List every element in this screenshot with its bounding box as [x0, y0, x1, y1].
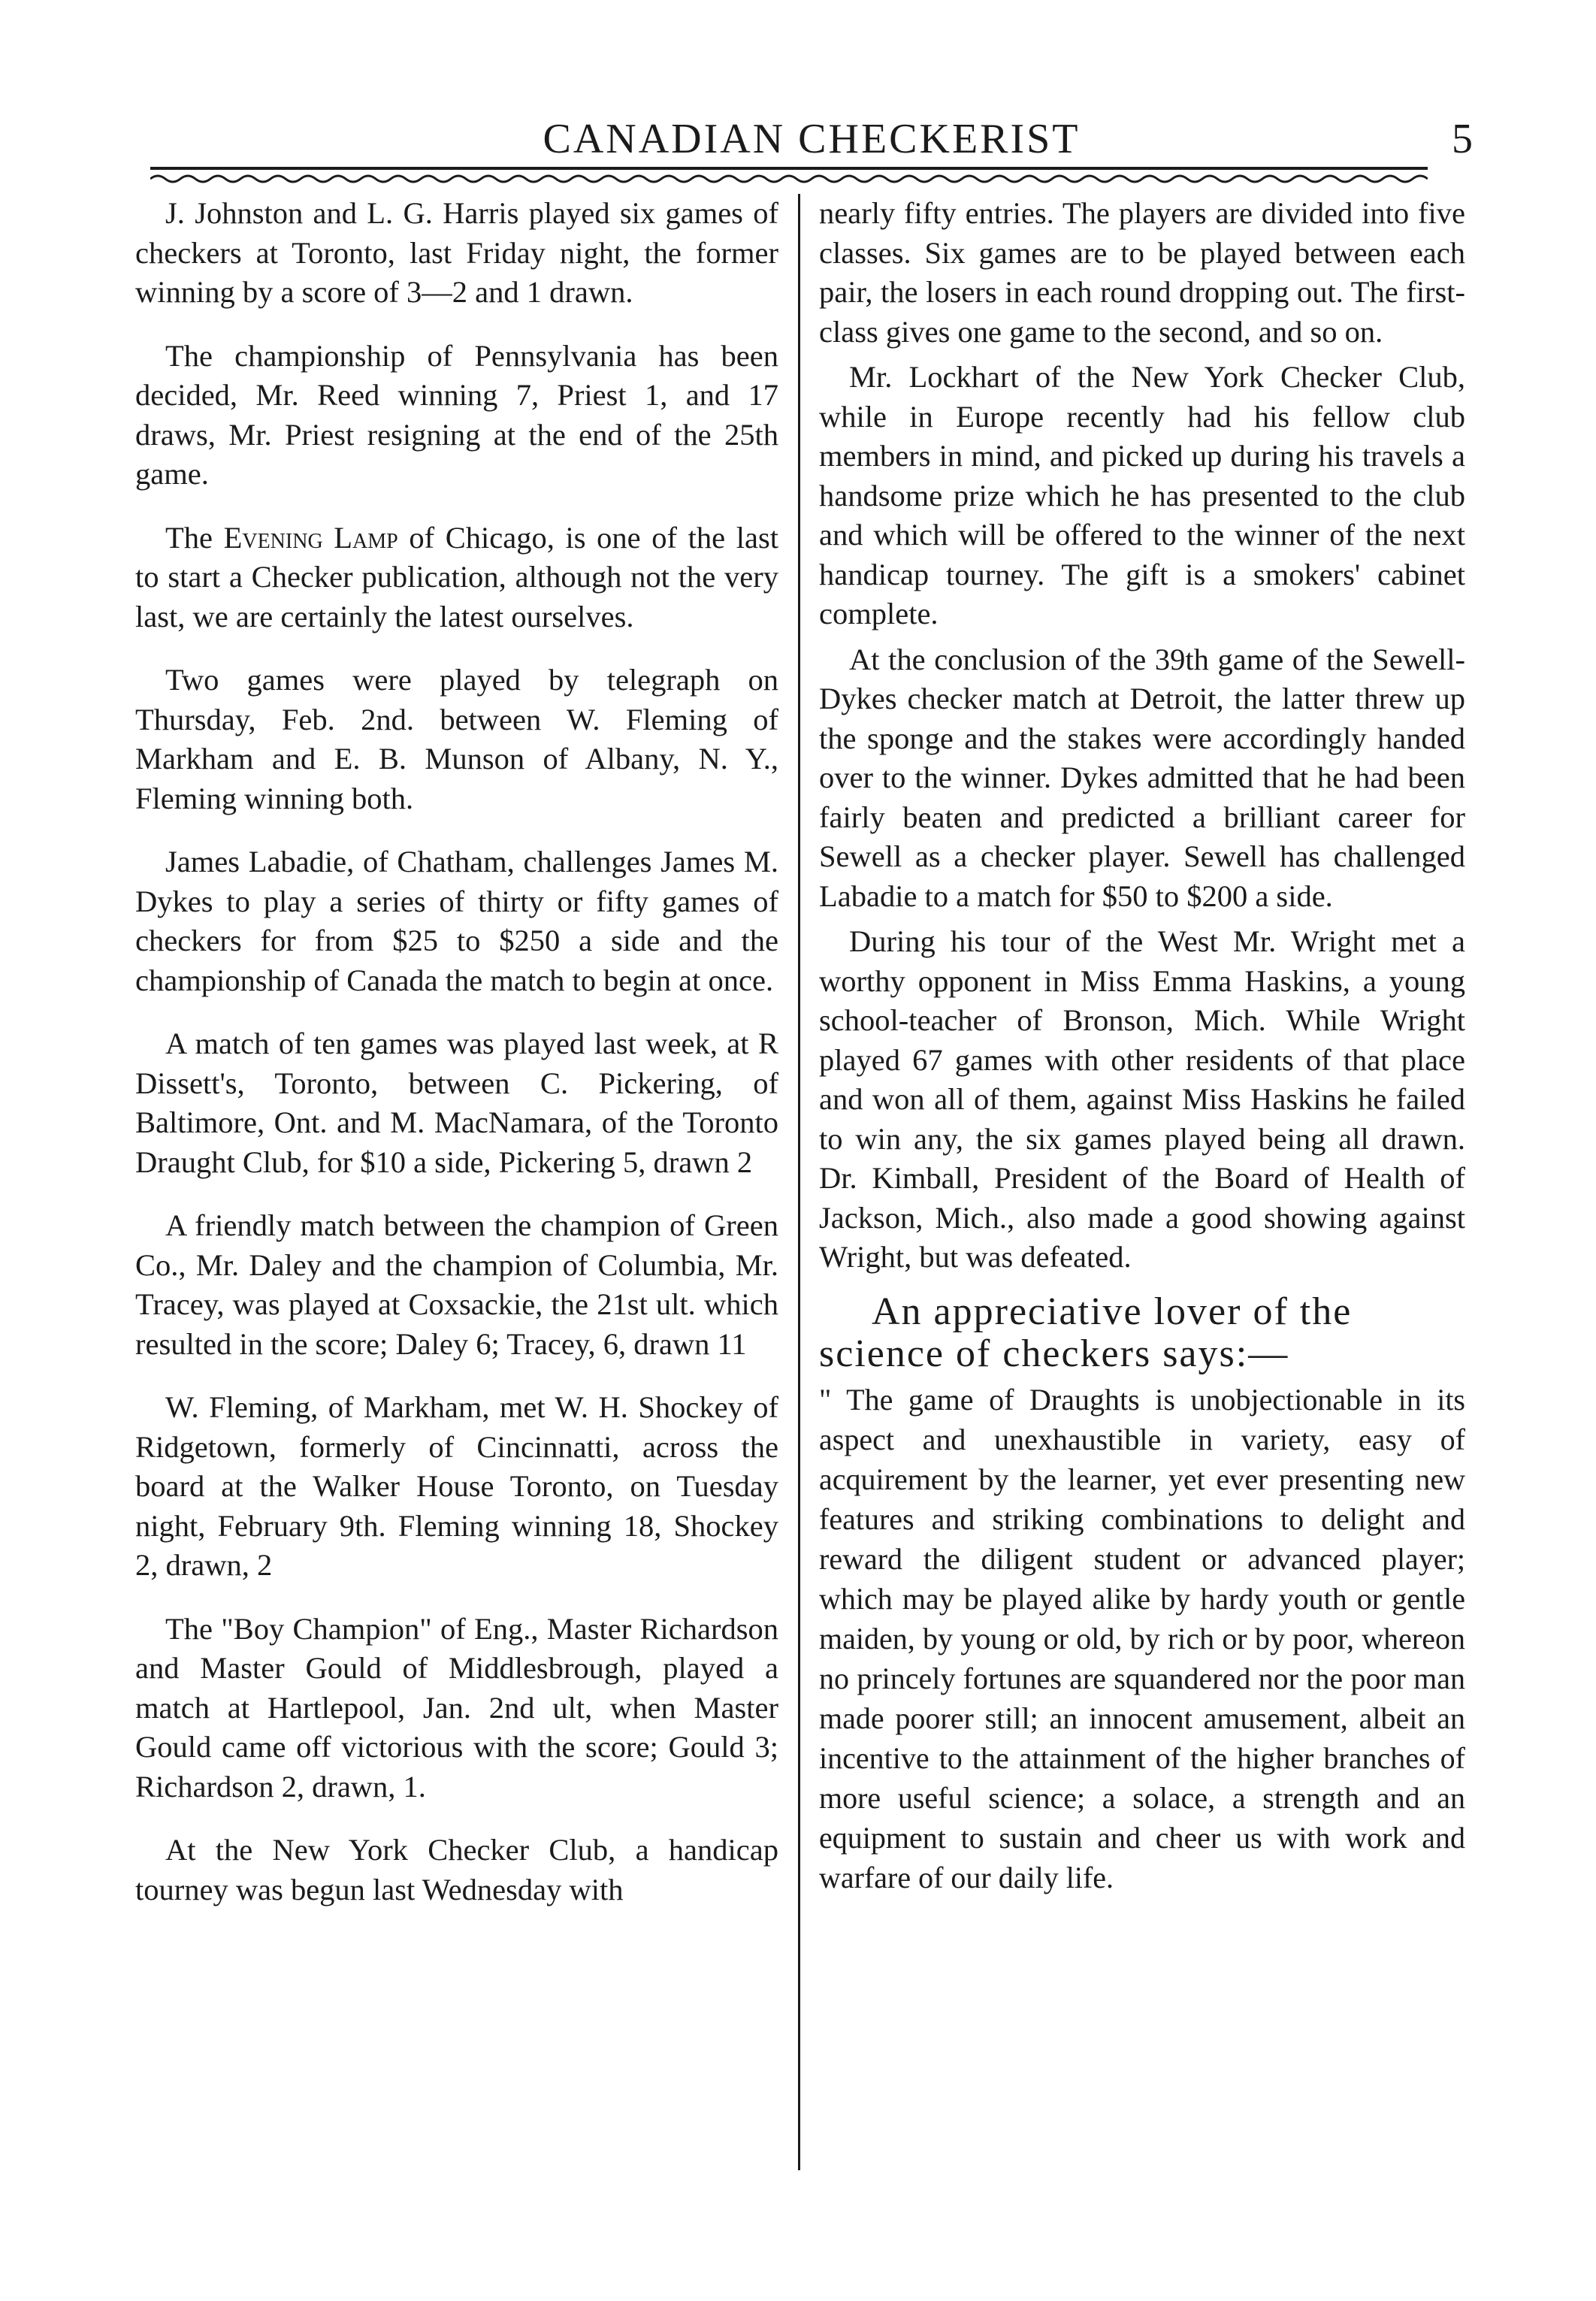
article-telegraph-games: Two games were played by telegraph on Thursday, Feb. 2nd. between W. Fleming of Markham and E. B. Munson of Albany, N. Y., Fleming winning both. — [135, 663, 778, 815]
header-rule — [150, 167, 1428, 170]
evening-lamp-name: Evening Lamp — [223, 520, 398, 555]
article-dissett-match: A match of ten games was played last week, at R Dissett's, Toronto, between C. Pickering, of Baltimore, Ont. and M. MacNamara, of the Toronto Draught Club, for $10 a side, Pickering 5, drawn 2 — [135, 1027, 778, 1179]
article-handicap-tourney: At the New York Checker Club, a handicap tourney was begun last Wednesday with — [135, 1833, 778, 1906]
header-wavy-rule — [150, 173, 1428, 185]
article-wright-tour: During his tour of the West Mr. Wright met a worthy opponent in Miss Emma Haskins, a young school-teacher of Bronson, Mich. While Wright played 67 games with other residents of that place and won all of them, against Miss Haskins he failed to win any, the six games played being all drawn. Dr. Kimball, President of the Board of Health of Jackson, Mich., also made a good showing against Wright, but was defeated. — [819, 924, 1465, 1274]
evening-lamp-prefix: The — [165, 520, 224, 555]
article-handicap-continued: nearly fifty entries. The players are divided into five classes. Six games are to be played between each pair, the losers in each round dropping out. The first-class gives one game to the second, and so on. — [819, 196, 1465, 349]
page-header — [150, 113, 1473, 165]
evening-lamp-rest: of Chicago, is one of the last to start a Checker publication, although not the very last, we are certainly the latest ourselves. — [135, 520, 778, 633]
quote-heading: An appreciative lover of the science of checkers says:— — [819, 1290, 1353, 1375]
right-column — [819, 194, 1465, 1897]
publication-title: CANADIAN CHECKERIST — [543, 116, 1081, 162]
article-evening-lamp — [135, 519, 778, 637]
column-divider — [798, 194, 800, 2170]
article-daley-tracey: A friendly match between the champion of Green Co., Mr. Daley and the champion of Columbia, Mr. Tracey, was played at Coxsackie, the 21st ult. which resulted in the score; Daley 6; Tracey, 6, drawn 11 — [135, 1208, 778, 1361]
article-lockhart-prize: Mr. Lockhart of the New York Checker Club, while in Europe recently had his fellow club members in mind, and picked up during his travels a handsome prize which he has presented to the club and which will be offered to the winner of the next handicap tourney. The gift is a smokers' cabinet complete. — [819, 360, 1465, 630]
article-labadie-challenge: James Labadie, of Chatham, challenges James M. Dykes to play a series of thirty or fifty games of checkers for from $25 to $250 a side and the championship of Canada the match to begin at once. — [135, 845, 778, 997]
page-number: 5 — [1452, 116, 1473, 162]
article-sewell-dykes: At the conclusion of the 39th game of the Sewell-Dykes checker match at Detroit, the latter threw up the sponge and the stakes were accordingly handed over to the winner. Dykes admitted that he had been fairly beaten and predicted a brilliant career for Sewell as a checker player. Sewell has challenged Labadie to a match for $50 to $200 a side. — [819, 642, 1465, 913]
article-boy-champion: The "Boy Champion" of Eng., Master Richardson and Master Gould of Middlesbrough, played a match at Hartlepool, Jan. 2nd ult, when Master Gould came off victorious with the score; Gould 3; Richardson 2, drawn, 1. — [135, 1611, 778, 1804]
quote-body: " The game of Draughts is unobjectionable in its aspect and unexhaustible in variety, easy of acquirement by the learner, yet ever presenting new features and striking combinations to delight and reward the diligent student or advanced player; which may be played alike by hardy youth or gentle maiden, by young or old, by rich or by poor, whereon no princely fortunes are squandered nor the poor man made poorer still; an innocent amusement, albeit an incentive to the attainment of the higher branches of more useful science; a solace, a strength and an equipment to sustain and cheer us with work and warfare of our daily life. — [819, 1382, 1465, 1894]
left-column — [135, 194, 778, 1915]
article-pennsylvania-championship: The championship of Pennsylvania has been decided, Mr. Reed winning 7, Priest 1, and 17 draws, Mr. Priest resigning at the end of the 25th game. — [135, 338, 778, 491]
article-fleming-shockey: W. Fleming, of Markham, met W. H. Shockey of Ridgetown, formerly of Cincinnatti, across the board at the Walker House Toronto, on Tuesday night, February 9th. Fleming winning 18, Shockey 2, drawn, 2 — [135, 1390, 778, 1582]
article-johnston-harris: J. Johnston and L. G. Harris played six games of checkers at Toronto, last Friday night, the former winning by a score of 3—2 and 1 drawn. — [135, 196, 778, 309]
